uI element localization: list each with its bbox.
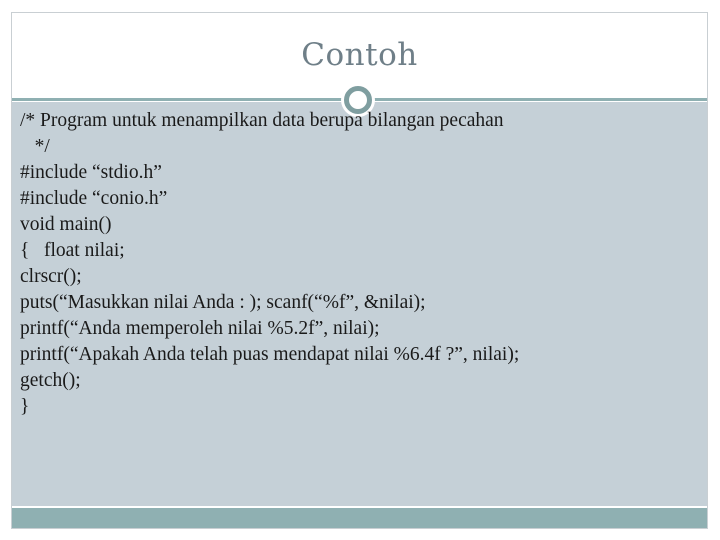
code-line-puts: puts(“Masukkan nilai Anda : ); scanf(“%f”, &nilai); bbox=[20, 292, 426, 313]
code-line-close-brace: } bbox=[20, 396, 30, 417]
code-line-include-stdio: #include “stdio.h” bbox=[20, 162, 162, 183]
code-line-declaration: { float nilai; bbox=[20, 240, 125, 261]
slide-title: Contoh bbox=[301, 37, 418, 73]
code-line-include-conio: #include “conio.h” bbox=[20, 188, 168, 209]
code-line-getch: getch(); bbox=[20, 370, 81, 391]
code-block bbox=[20, 108, 690, 420]
bottom-accent-bar bbox=[12, 508, 707, 528]
code-line-printf-1: printf(“Anda memperoleh nilai %5.2f”, nilai); bbox=[20, 318, 380, 339]
code-line-clrscr: clrscr(); bbox=[20, 266, 82, 287]
code-line-comment: /* Program untuk menampilkan data berupa bilangan pecahan bbox=[20, 110, 504, 131]
code-line-main: void main() bbox=[20, 214, 112, 235]
code-line-comment-end: */ bbox=[20, 136, 50, 157]
code-line-printf-2: printf(“Apakah Anda telah puas mendapat nilai %6.4f ?”, nilai); bbox=[20, 344, 520, 365]
